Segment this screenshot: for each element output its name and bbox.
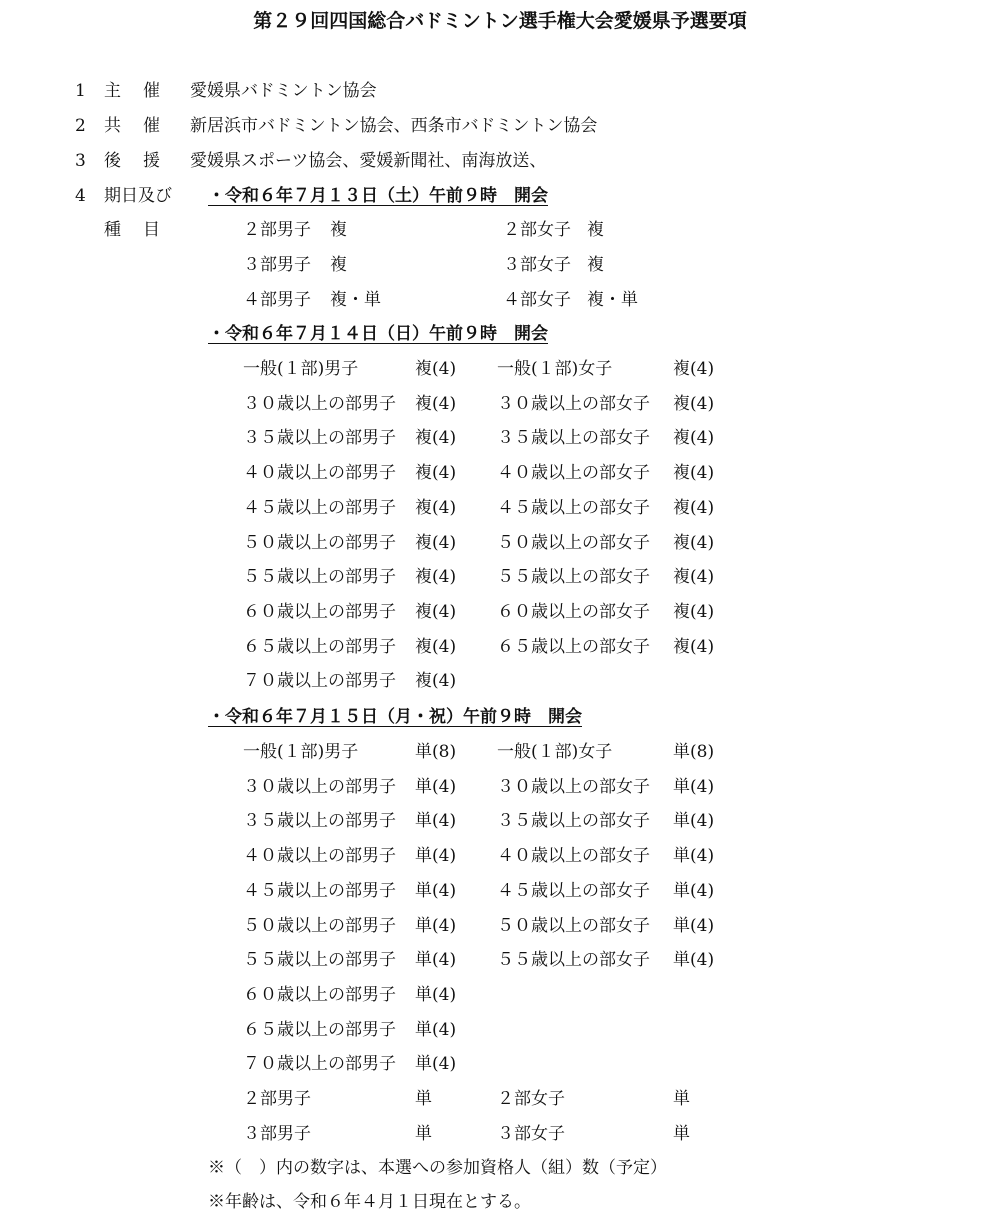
women-event: ２部女子	[497, 1089, 565, 1109]
men-event-type: 単(4)	[415, 915, 457, 936]
men-event: ５０歳以上の部男子	[243, 532, 396, 553]
women-event-type: 単(4)	[673, 950, 715, 971]
day1-header: ・令和６年７月１３日（土）午前９時 開会	[208, 186, 548, 206]
women-event-type: 単(4)	[673, 846, 715, 867]
men-event-type: 複(4)	[415, 636, 457, 657]
item-key: 援	[143, 151, 160, 171]
item-key: 後	[104, 151, 121, 171]
men-event-type: 複(4)	[415, 671, 457, 692]
men-event: ３０歳以上の部男子	[243, 393, 396, 414]
section-label: 期日及び	[104, 186, 172, 206]
men-event: ４部男子	[243, 290, 311, 310]
item-value: 愛媛県バドミントン協会	[190, 81, 377, 101]
men-event: ６５歳以上の部男子	[243, 636, 396, 657]
men-event-type: 複(4)	[415, 497, 457, 518]
men-event-type: 単	[415, 1089, 432, 1109]
women-event-type: 複(4)	[673, 428, 715, 449]
men-event: 一般(１部)男子	[243, 742, 359, 762]
item-number: 3	[75, 151, 86, 171]
women-event: ４０歳以上の部女子	[497, 463, 650, 484]
women-event: ４部女子	[503, 290, 571, 310]
women-event-type: 複	[587, 220, 604, 240]
women-event-type: 複(4)	[673, 567, 715, 588]
women-event: ３部女子	[503, 255, 571, 275]
men-event-type: 単(4)	[415, 1019, 457, 1040]
women-event: ３０歳以上の部女子	[497, 393, 650, 414]
men-event-type: 複(4)	[415, 567, 457, 588]
women-event: ３５歳以上の部女子	[497, 428, 650, 449]
men-event: ３部男子	[243, 1123, 311, 1144]
men-event-type: 複(4)	[415, 601, 457, 622]
women-event: ３５歳以上の部女子	[497, 811, 650, 832]
women-event: 一般(１部)女子	[497, 742, 613, 762]
men-event-type: 単(8)	[415, 742, 457, 762]
item-key: 共	[104, 116, 121, 136]
men-event: ６０歳以上の部男子	[243, 601, 396, 622]
men-event-type: 単(4)	[415, 1054, 457, 1075]
men-event: ３部男子	[243, 255, 311, 275]
women-event: ４５歳以上の部女子	[497, 880, 650, 901]
women-event-type: 単(4)	[673, 811, 715, 832]
women-event: ４５歳以上の部女子	[497, 497, 650, 518]
men-event-type: 単(4)	[415, 880, 457, 901]
note-age-basis: ※年齢は、令和６年４月１日現在とする。	[208, 1192, 531, 1212]
day3-header: ・令和６年７月１５日（月・祝）午前９時 開会	[208, 707, 582, 727]
section-label: 種	[104, 220, 121, 240]
men-event-type: 複(4)	[415, 463, 457, 484]
item-number: 1	[75, 81, 86, 101]
item-key: 催	[143, 81, 160, 101]
women-event-type: 単(4)	[673, 915, 715, 936]
women-event: ５０歳以上の部女子	[497, 915, 650, 936]
note-entries-count: ※（ ）内の数字は、本選への参加資格人（組）数（予定）	[208, 1158, 667, 1178]
document-title: 第２９回四国総合バドミントン選手権大会愛媛県予選要項	[253, 10, 747, 32]
women-event-type: 複(4)	[673, 497, 715, 518]
women-event-type: 複(4)	[673, 359, 715, 379]
men-event: ６５歳以上の部男子	[243, 1019, 396, 1040]
men-event-type: 複	[330, 255, 347, 275]
men-event-type: 複(4)	[415, 428, 457, 449]
men-event: ３５歳以上の部男子	[243, 428, 396, 449]
women-event: ２部女子	[503, 220, 571, 240]
women-event-type: 複	[587, 255, 604, 275]
women-event-type: 単(4)	[673, 776, 715, 797]
item-number: 2	[75, 116, 86, 136]
women-event-type: 複・単	[587, 290, 638, 310]
men-event-type: 単(4)	[415, 846, 457, 867]
women-event-type: 複(4)	[673, 601, 715, 622]
women-event: ５０歳以上の部女子	[497, 532, 650, 553]
men-event-type: 単	[415, 1123, 432, 1144]
women-event: ５５歳以上の部女子	[497, 567, 650, 588]
men-event: ２部男子	[243, 1089, 311, 1109]
women-event-type: 単(4)	[673, 880, 715, 901]
women-event: ５５歳以上の部女子	[497, 950, 650, 971]
men-event: ４０歳以上の部男子	[243, 463, 396, 484]
men-event: ４０歳以上の部男子	[243, 846, 396, 867]
women-event: ３部女子	[497, 1123, 565, 1144]
men-event: ５５歳以上の部男子	[243, 950, 396, 971]
women-event: ３０歳以上の部女子	[497, 776, 650, 797]
men-event: ２部男子	[243, 220, 311, 240]
men-event: ７０歳以上の部男子	[243, 671, 396, 692]
men-event-type: 複(4)	[415, 359, 457, 379]
women-event-type: 単(8)	[673, 742, 715, 762]
men-event: ５０歳以上の部男子	[243, 915, 396, 936]
men-event: ６０歳以上の部男子	[243, 984, 396, 1005]
men-event: ５５歳以上の部男子	[243, 567, 396, 588]
men-event-type: 複	[330, 220, 347, 240]
men-event-type: 複(4)	[415, 393, 457, 414]
men-event: ４５歳以上の部男子	[243, 880, 396, 901]
item-value: 新居浜市バドミントン協会、西条市バドミントン協会	[190, 116, 598, 136]
women-event: ６５歳以上の部女子	[497, 636, 650, 657]
item-key: 主	[104, 81, 121, 101]
men-event-type: 単(4)	[415, 776, 457, 797]
men-event: ３５歳以上の部男子	[243, 811, 396, 832]
men-event-type: 複(4)	[415, 532, 457, 553]
women-event-type: 複(4)	[673, 463, 715, 484]
item-number: 4	[75, 186, 86, 206]
women-event-type: 複(4)	[673, 532, 715, 553]
women-event-type: 単	[673, 1089, 690, 1109]
men-event-type: 単(4)	[415, 984, 457, 1005]
day2-header: ・令和６年７月１４日（日）午前９時 開会	[208, 324, 548, 344]
women-event-type: 複(4)	[673, 636, 715, 657]
women-event: ６０歳以上の部女子	[497, 601, 650, 622]
men-event: 一般(１部)男子	[243, 359, 359, 379]
item-value: 愛媛県スポーツ協会、愛媛新聞社、南海放送、	[190, 151, 547, 171]
women-event: 一般(１部)女子	[497, 359, 613, 379]
women-event: ４０歳以上の部女子	[497, 846, 650, 867]
women-event-type: 複(4)	[673, 393, 715, 414]
men-event: ３０歳以上の部男子	[243, 776, 396, 797]
men-event-type: 単(4)	[415, 950, 457, 971]
men-event: ４５歳以上の部男子	[243, 497, 396, 518]
item-key: 催	[143, 116, 160, 136]
men-event: ７０歳以上の部男子	[243, 1054, 396, 1075]
men-event-type: 単(4)	[415, 811, 457, 832]
women-event-type: 単	[673, 1123, 690, 1144]
section-label: 目	[143, 220, 160, 240]
men-event-type: 複・単	[330, 290, 381, 310]
